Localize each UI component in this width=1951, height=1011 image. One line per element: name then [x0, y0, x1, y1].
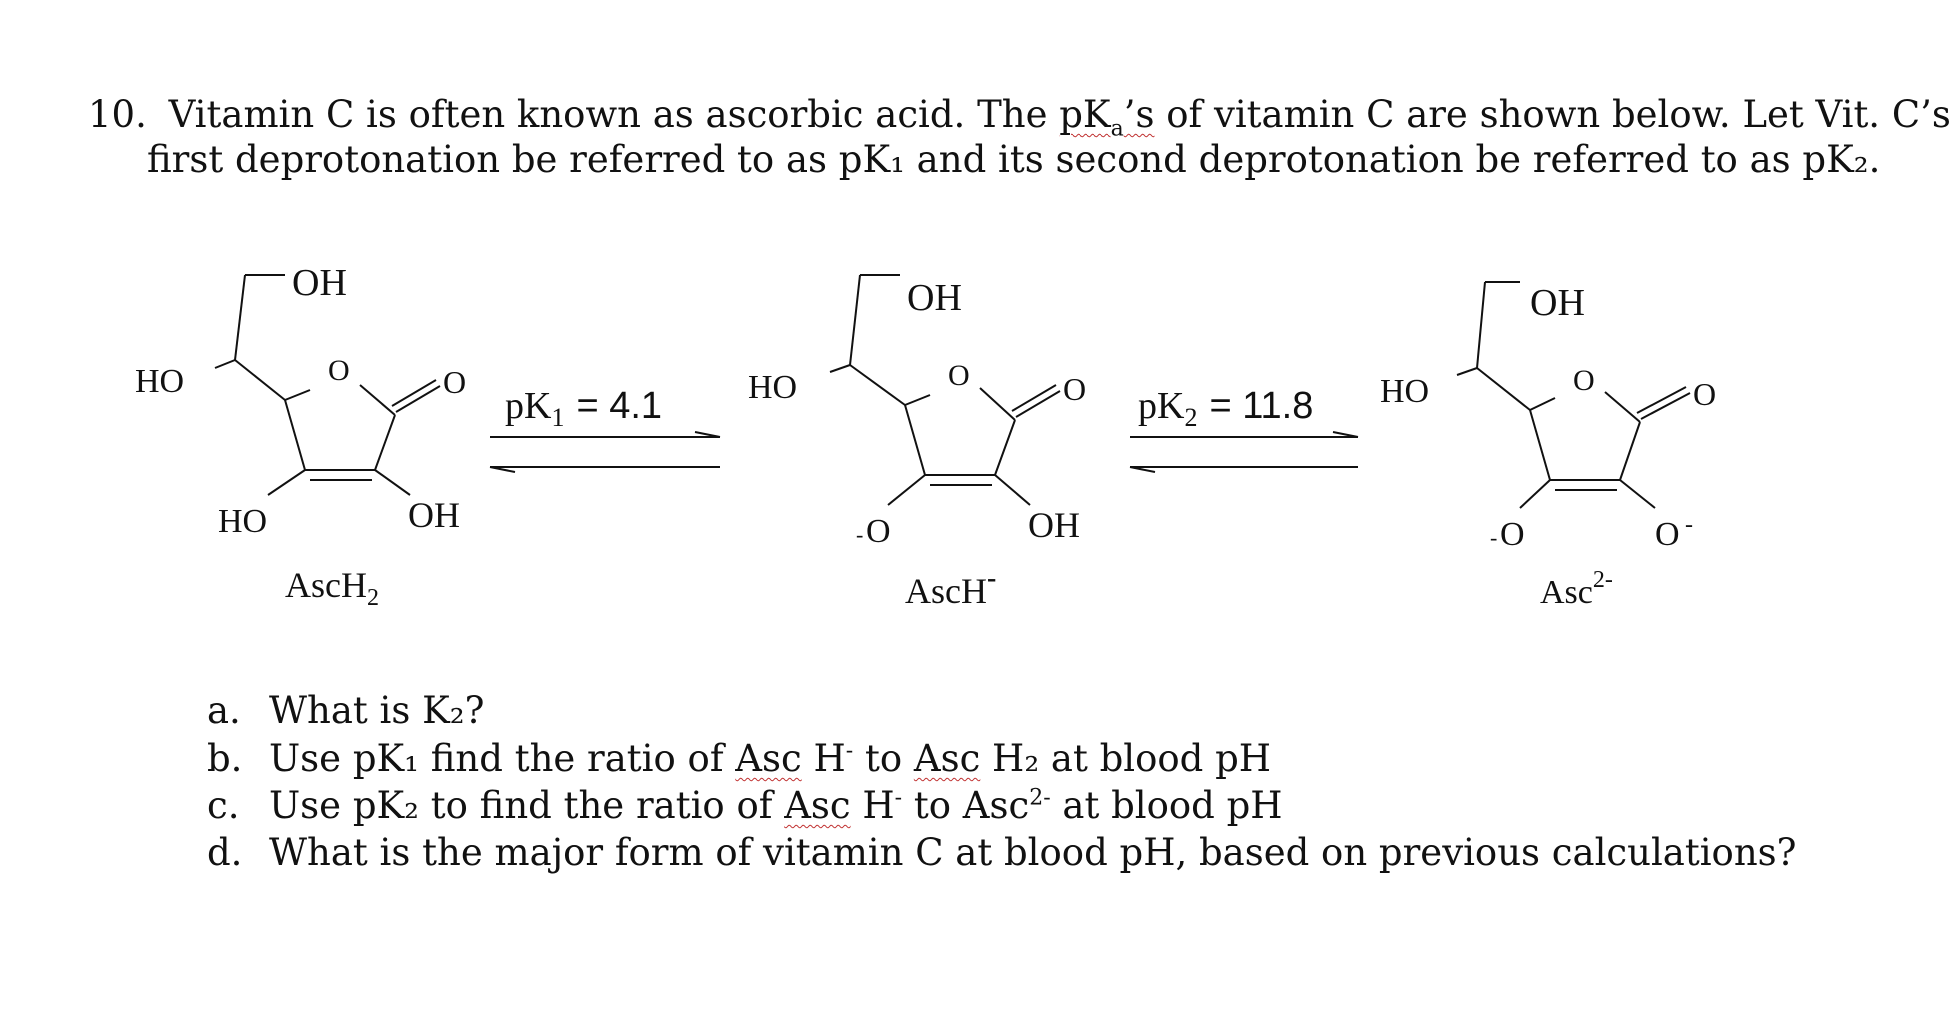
asc-term: Asc: [913, 737, 981, 780]
oh-label: OH: [1530, 282, 1585, 324]
ho-label: HO: [135, 363, 185, 400]
subquestion-letter-b: b.: [207, 737, 243, 780]
subquestion-letter-a: a.: [207, 689, 241, 732]
pk1-label: $pK_1 = 4.1$: [505, 385, 663, 432]
species-label-asch-minus: AscH-: [905, 563, 997, 611]
subquestion-a: What is K₂?: [269, 689, 485, 732]
oh-label: OH: [907, 277, 962, 319]
subquestion-b: Use pK₁ find the ratio of Asc H- to Asc H₂ at blood pH: [269, 737, 1272, 780]
oxide-label: O: [1500, 516, 1525, 553]
oh-label: OH: [408, 495, 460, 535]
negative-charge: -: [1490, 525, 1498, 550]
asc-term: Asc: [784, 784, 851, 827]
ring-o-label: O: [1573, 364, 1595, 397]
subquestion-d: What is the major form of vitamin C at blood pH, based on previous calculations?: [269, 831, 1797, 874]
equilibrium-arrow-2: [1130, 432, 1358, 472]
pka-term: $pK_a’s$: [1059, 93, 1155, 142]
question-number: 10.: [88, 93, 147, 136]
ring-o-label: O: [328, 354, 350, 387]
ho-label: HO: [218, 503, 268, 540]
subquestion-letter-c: c.: [207, 784, 240, 827]
ring-o-label: O: [948, 359, 970, 392]
species-label-asc2-minus: Asc$^{2-}$: [1540, 567, 1613, 611]
oxide-label: O: [866, 513, 891, 550]
question-text-part: Vitamin C is often known as ascorbic acid. The: [168, 93, 1060, 136]
equilibrium-arrow-1: [490, 432, 720, 472]
carbonyl-o-label: O: [1063, 371, 1087, 407]
pk2-label: $pK_2 = 11.8$: [1138, 385, 1314, 432]
ho-label: HO: [748, 369, 798, 406]
species-label-asch2: AscH$_2$: [285, 565, 379, 611]
carbonyl-o-label: O: [1693, 376, 1717, 412]
asc-term: Asc: [735, 737, 802, 780]
negative-charge: -: [856, 522, 864, 547]
oxide-label: O: [1655, 516, 1680, 553]
ho-label: HO: [1380, 373, 1430, 410]
oh-label: OH: [292, 262, 347, 304]
question-text-part: first deprotonation be referred to as pK₁ and its second deprotonation be referred to as pK₂.: [147, 138, 1881, 181]
subquestion-letter-d: d.: [207, 831, 243, 874]
carbonyl-o-label: O: [443, 364, 467, 400]
oh-label: OH: [1028, 505, 1080, 545]
question-text-part: of vitamin C are shown below. Let Vit. C’s: [1154, 93, 1951, 136]
subquestion-c: Use pK₂ to find the ratio of Asc H- to Asc$^{2-}$ at blood pH: [269, 784, 1283, 827]
negative-charge: -: [1685, 512, 1693, 538]
